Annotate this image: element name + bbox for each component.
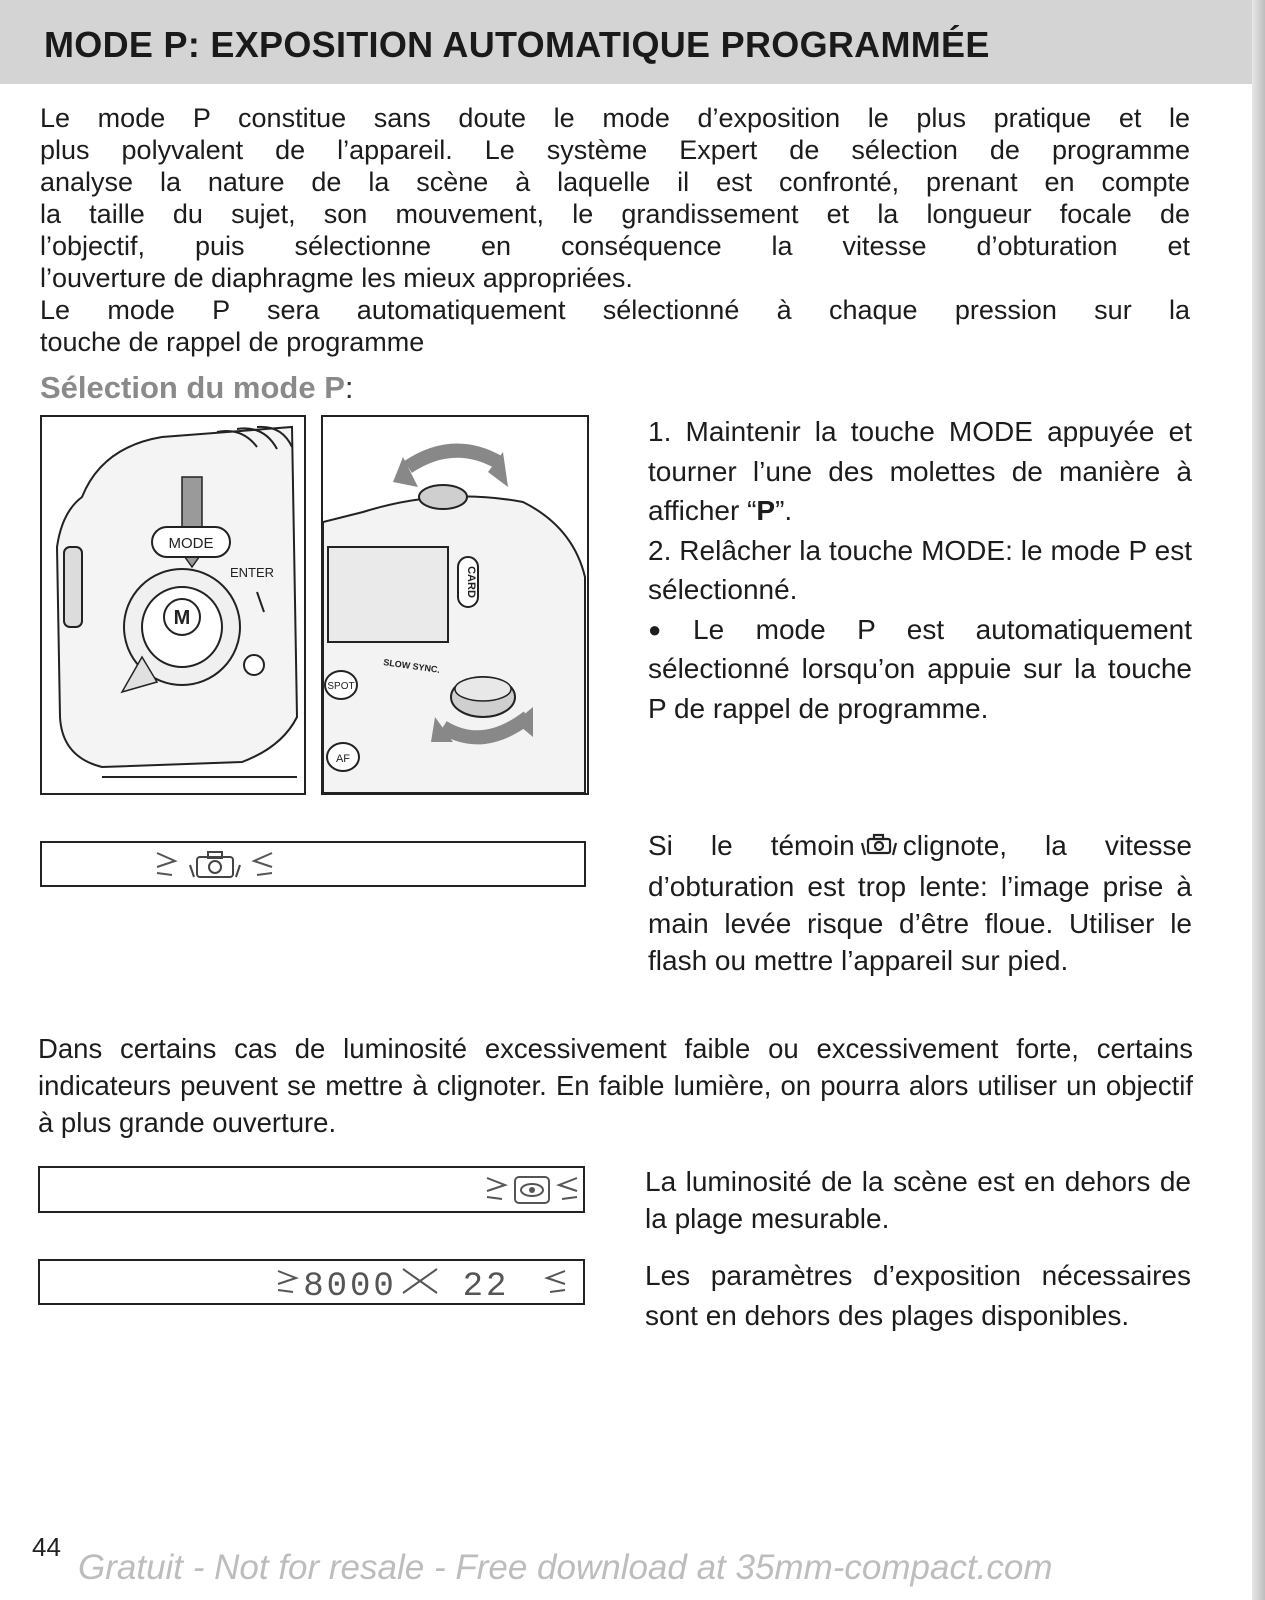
section-heading	[40, 370, 354, 406]
page-number: 44	[32, 1532, 61, 1562]
shake-note-end: clignote, la vitesse d’obturation est trop lente: l’image prise à main levée risque d’être floue. Utiliser le flash ou mettre l’appareil sur pied.	[648, 830, 1192, 976]
range-note: Les paramètres d’exposition nécessaires sont en dehors des plages disponibles.	[645, 1260, 1191, 1331]
mode-dial-label: M	[173, 607, 191, 629]
mode-button-label: MODE	[168, 535, 214, 552]
luminosity-note: La luminosité de la scène est en dehors de la plage mesurable.	[645, 1166, 1191, 1234]
lcd-metering-warning	[38, 1166, 585, 1213]
card-button-label: CARD	[465, 566, 477, 598]
intro-line: l’objectif, puis sélectionne en conséquence la vitesse d’obturation et	[40, 231, 1190, 261]
bullet-note	[648, 610, 1192, 729]
metering-icon	[40, 1168, 583, 1211]
step-2: 2. Relâcher la touche MODE: le mode P est sélectionné.	[648, 534, 1192, 605]
section-heading-colon: :	[344, 370, 354, 405]
low-light-paragraph: Dans certains cas de luminosité excessivement faible ou excessivement forte, certains indicateurs peuvent se mettre à clignoter. En faible lumière, on pourra alors utiliser un objectif à plus grande ouverture.	[38, 1033, 1193, 1138]
aperture-readout: 22	[462, 1268, 510, 1303]
intro-line: l’ouverture de diaphragme les mieux appropriées.	[40, 263, 633, 293]
step-1-text: 1. Maintenir la touche MODE appuyée et tourner l’une des molettes de manière à afficher “	[648, 416, 1192, 526]
watermark: Gratuit - Not for resale - Free download at 35mm-compact.com	[78, 1548, 1053, 1587]
shake-note-start: Si le témoin	[648, 830, 855, 861]
bullet-icon: ●	[648, 616, 685, 642]
camera-shake-icon	[859, 831, 899, 868]
shutter-speed-readout: 8000	[303, 1268, 397, 1303]
intro-line: la taille du sujet, son mouvement, le grandissement et la longueur focale de	[40, 199, 1190, 229]
camera-back-illustration	[40, 415, 306, 795]
intro-paragraph	[40, 102, 1190, 358]
bullet-text: Le mode P est automatiquement sélectionné lorsqu’on appuie sur la touche P de rappel de programme.	[648, 613, 1192, 724]
lcd-shake-warning	[40, 841, 586, 887]
camera-top-illustration	[321, 415, 589, 795]
step-1	[648, 412, 1192, 531]
step-1-end: ”.	[775, 495, 793, 526]
steps-list	[648, 412, 1192, 728]
camera-shake-icon	[42, 843, 584, 885]
camera-dials-drawing	[323, 417, 587, 793]
intro-line: touche de rappel de programme	[40, 327, 425, 357]
spot-button-label: SPOT	[327, 681, 355, 692]
intro-line: Le mode P sera automatiquement sélectionné à chaque pression sur la	[40, 295, 1190, 325]
page-edge	[1252, 0, 1265, 1600]
intro-line: plus polyvalent de l’appareil. Le système Expert de sélection de programme	[40, 135, 1190, 165]
slow-sync-label: SLOW SYNC.	[382, 657, 441, 675]
intro-line: Le mode P constitue sans doute le mode d’exposition le plus pratique et le	[40, 103, 1190, 133]
range-warning-display	[40, 1261, 583, 1303]
shake-note	[648, 827, 1192, 979]
step-1-bold: P	[756, 495, 776, 526]
lcd-range-warning	[38, 1259, 585, 1305]
af-button-label: AF	[335, 753, 351, 765]
intro-line: analyse la nature de la scène à laquelle il est confronté, prenant en compte	[40, 167, 1190, 197]
camera-mode-button-drawing	[42, 417, 304, 793]
section-heading-text: Sélection du mode P	[40, 370, 345, 405]
enter-label: ENTER	[229, 565, 275, 580]
page-title: MODE P: EXPOSITION AUTOMATIQUE PROGRAMMÉE	[44, 24, 990, 65]
